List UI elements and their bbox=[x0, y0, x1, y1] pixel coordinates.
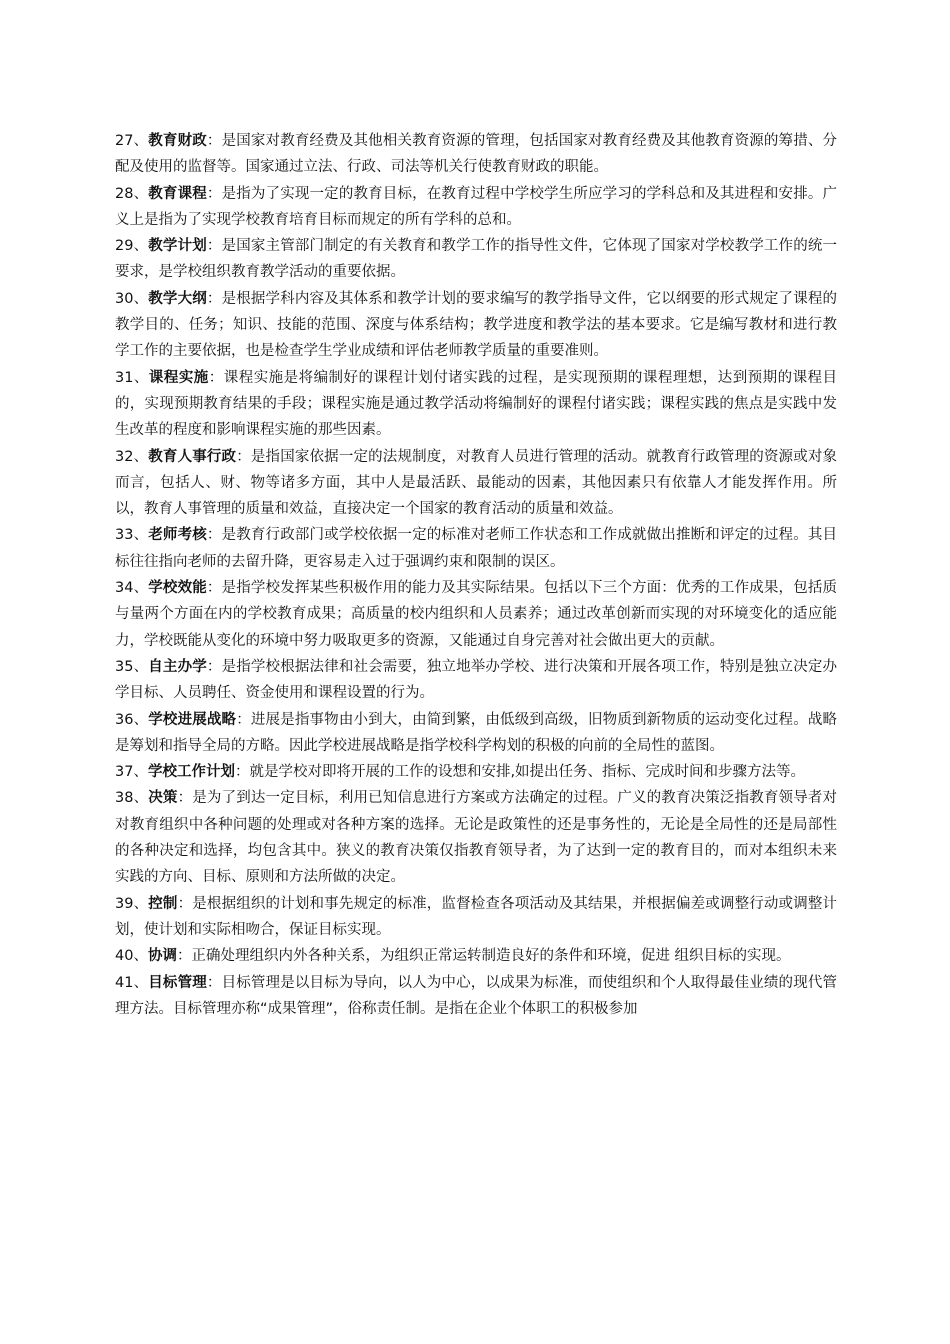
entry-30 bbox=[115, 286, 837, 365]
entry-text: 是指国家依据一定的法规制度，对教育人员进行管理的活动。就教育行政管理的资源或对象而言，包括人、财、物等诸多方面，其中人是最活跃、最能动的因素，其他因素只有依靠人才能发挥作用。所以，教育人事管理的质量和效益，直接决定一个国家的教育活动的质量和效益。 bbox=[115, 448, 838, 518]
document-page bbox=[115, 128, 837, 1022]
entry-number: 29、 bbox=[115, 238, 149, 255]
entry-31 bbox=[115, 365, 837, 444]
entry-41 bbox=[115, 970, 837, 1023]
entry-number: 31、 bbox=[115, 369, 149, 386]
entry-number: 30、 bbox=[115, 290, 149, 307]
entry-colon: ： bbox=[234, 764, 250, 781]
entry-term: 教育人事行政 bbox=[148, 448, 237, 465]
entry-number: 32、 bbox=[115, 448, 149, 465]
entry-term: 学校进展战略 bbox=[148, 711, 237, 728]
entry-number: 34、 bbox=[115, 580, 149, 597]
entry-colon: ： bbox=[236, 448, 251, 465]
entry-term: 决策 bbox=[148, 790, 178, 807]
entry-term: 目标管理 bbox=[148, 974, 207, 991]
entry-text: 课程实施是将编制好的课程计划付诸实践的过程，是实现预期的课程理想，达到预期的课程目的，实现预期教育结果的手段；课程实施是通过教学活动将编制好的课程付诸实践；课程实践的焦点是实践中发生改革的程度和影响课程实施的那些因素。 bbox=[115, 369, 838, 439]
entry-term: 教学计划 bbox=[148, 238, 207, 255]
entry-colon: ： bbox=[177, 895, 193, 912]
entry-28 bbox=[115, 181, 837, 234]
entry-37 bbox=[115, 759, 837, 785]
entry-term: 自主办学 bbox=[148, 658, 207, 675]
entry-text: 是国家主管部门制定的有关教育和教学工作的指导性文件，它体现了国家对学校教学工作的统一要求，是学校组织教育教学活动的重要依据。 bbox=[115, 238, 838, 281]
entry-colon: ： bbox=[236, 711, 251, 728]
entry-colon: ： bbox=[206, 290, 222, 307]
entry-colon: ： bbox=[206, 658, 222, 675]
entry-term: 学校效能 bbox=[148, 580, 207, 597]
entry-colon: ： bbox=[206, 527, 222, 544]
entry-36 bbox=[115, 707, 837, 760]
entry-40 bbox=[115, 943, 837, 969]
entry-colon: ： bbox=[206, 133, 222, 149]
entry-text: 是为了到达一定目标，利用已知信息进行方案或方法确定的过程。广义的教育决策泛指教育领导者对对教育组织中各种问题的处理或对各种方案的选择。无论是政策性的还是事务性的，无论是全局性的还是局部性的各种决定和选择，均包含其中。狭义的教育决策仅指教育领导者，为了达到一定的教育目的，而对本组织未来实践的方向、目标、原则和方法所做的决定。 bbox=[115, 790, 838, 886]
entry-colon: ： bbox=[208, 369, 224, 386]
entry-27 bbox=[115, 128, 837, 181]
entry-term: 教学大纲 bbox=[148, 290, 207, 307]
entry-colon: ： bbox=[206, 580, 222, 597]
entry-text: 目标管理是以目标为导向，以人为中心，以成果为标准，而使组织和个人取得最佳业绩的现代管理方法。目标管理亦称“成果管理”，俗称责任制。是指在企业个体职工的积极参加 bbox=[115, 974, 838, 1017]
entry-text: 是教育行政部门或学校依据一定的标准对老师工作状态和工作成就做出推断和评定的过程。其目标往往指向老师的去留升降，更容易走入过于强调约束和限制的误区。 bbox=[115, 527, 838, 570]
entry-term: 课程实施 bbox=[148, 369, 209, 386]
entry-term: 老师考核 bbox=[148, 527, 207, 544]
entry-number: 39、 bbox=[115, 895, 149, 912]
entry-number: 37、 bbox=[115, 764, 148, 781]
entry-colon: ： bbox=[177, 790, 193, 807]
entry-colon: ： bbox=[206, 185, 222, 202]
entry-number: 36、 bbox=[115, 711, 149, 728]
entry-term: 控制 bbox=[148, 895, 178, 912]
entry-text: 是指学校发挥某些积极作用的能力及其实际结果。包括以下三个方面：优秀的工作成果，包括质与量两个方面在内的学校教育成果；高质量的校内组织和人员素养；通过改革创新而实现的对环境变化的适应能力，学校既能从变化的环境中努力吸取更多的资源，又能通过自身完善对社会做出更大的贡献。 bbox=[115, 580, 838, 649]
entry-number: 41、 bbox=[115, 974, 149, 991]
entry-number: 28、 bbox=[115, 185, 149, 202]
entry-number: 35、 bbox=[115, 658, 149, 675]
entry-text: 就是学校对即将开展的工作的设想和安排,如提出任务、指标、完成时间和步骤方法等。 bbox=[249, 764, 806, 781]
entry-number: 38、 bbox=[115, 790, 149, 807]
entry-colon: ： bbox=[206, 974, 222, 991]
entry-text: 进展是指事物由小到大，由简到繁，由低级到高级，旧物质到新物质的运动变化过程。战略是筹划和指导全局的方略。因此学校进展战略是指学校科学构划的积极的向前的全局性的蓝图。 bbox=[115, 711, 838, 754]
entry-text: 是国家对教育经费及其他相关教育资源的管理，包括国家对教育经费及其他教育资源的筹措、分配及使用的监督等。国家通过立法、行政、司法等机关行使教育财政的职能。 bbox=[115, 133, 838, 176]
entry-number: 33、 bbox=[115, 527, 149, 544]
entry-text: 是根据学科内容及其体系和教学计划的要求编写的教学指导文件，它以纲要的形式规定了课程的教学目的、任务；知识、技能的范围、深度与体系结构；教学进度和教学法的基本要求。它是编写教材和进行教学工作的主要依据，也是检查学生学业成绩和评估老师教学质量的重要准则。 bbox=[115, 290, 838, 360]
entry-text: 是指为了实现一定的教育目标，在教育过程中学校学生所应学习的学科总和及其进程和安排。广义上是指为了实现学校教育培育目标而规定的所有学科的总和。 bbox=[115, 185, 838, 228]
entry-term: 学校工作计划 bbox=[147, 764, 235, 781]
entry-text: 是根据组织的计划和事先规定的标准，监督检查各项活动及其结果，并根据偏差或调整行动或调整计划，使计划和实际相吻合，保证目标实现。 bbox=[115, 895, 838, 938]
entry-35 bbox=[115, 654, 837, 707]
entry-32 bbox=[115, 444, 837, 523]
entry-34 bbox=[115, 575, 837, 654]
entry-38 bbox=[115, 785, 837, 890]
entry-term: 教育课程 bbox=[148, 185, 207, 202]
entry-39 bbox=[115, 891, 837, 944]
entry-colon: ： bbox=[176, 948, 192, 965]
entry-text: 正确处理组织内外各种关系，为组织正常运转制造良好的条件和环境，促进 组织目标的实现。 bbox=[191, 948, 791, 965]
entry-number: 40、 bbox=[115, 948, 148, 965]
entry-number: 27、 bbox=[115, 133, 149, 149]
entry-term: 教育财政 bbox=[148, 133, 207, 149]
entry-text: 是指学校根据法律和社会需要，独立地举办学校、进行决策和开展各项工作，特别是独立决定办学目标、人员聘任、资金使用和课程设置的行为。 bbox=[115, 658, 838, 702]
entry-colon: ： bbox=[206, 238, 222, 255]
entry-term: 协调 bbox=[147, 948, 177, 965]
entry-33 bbox=[115, 522, 837, 575]
entry-29 bbox=[115, 233, 837, 286]
